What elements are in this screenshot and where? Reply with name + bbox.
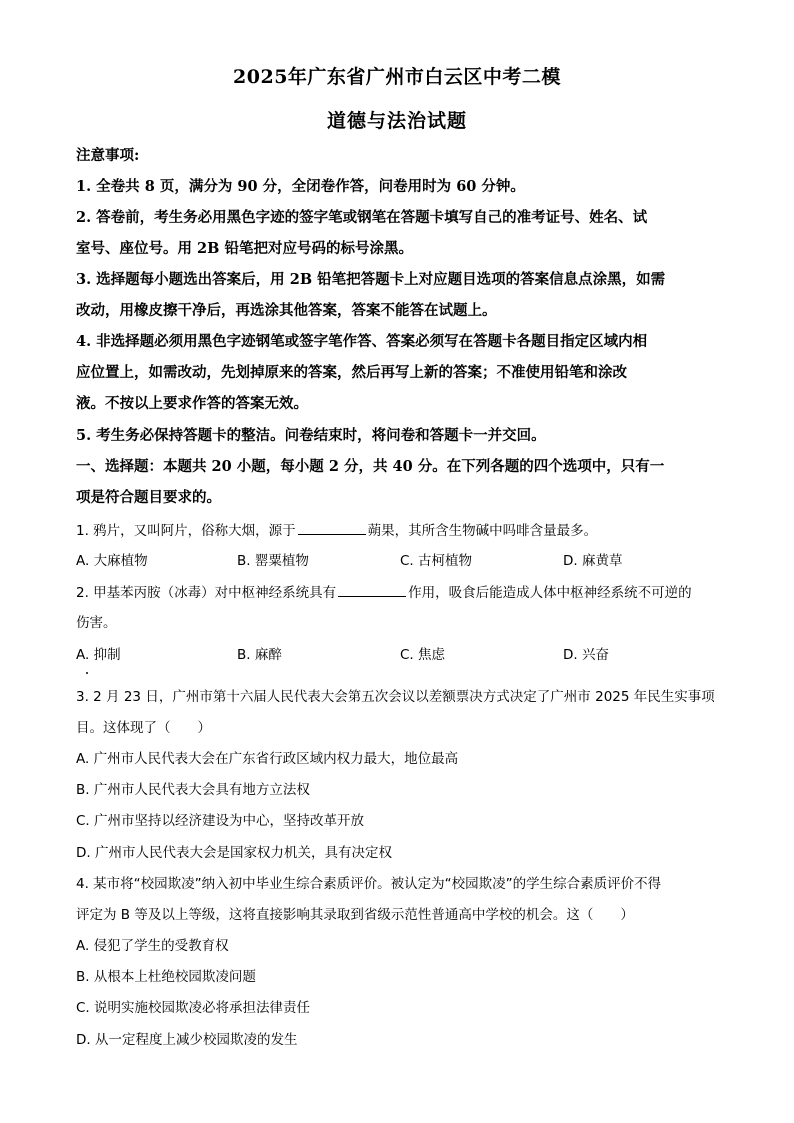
note-line: 3. 选择题每小题选出答案后，用 2B 铅笔把答题卡上对应题目选项的答案信息点涂黑，如需 xyxy=(76,271,666,288)
note-line: 应位置上，如需改动，先划掉原来的答案，然后再写上新的答案；不准使用铅笔和涂改 xyxy=(76,364,627,381)
section-heading: 项是符合题目要求的。 xyxy=(76,489,221,506)
notes-heading: 注意事项: xyxy=(76,147,140,164)
fill-in-blank xyxy=(298,520,366,535)
exam-subject: 道德与法治试题 xyxy=(326,110,467,132)
option-d: D. 广州市人民代表大会是国家权力机关，具有决定权 xyxy=(76,845,392,861)
question-1-text-before: 1. 鸦片，又叫阿片，俗称大烟，源于 xyxy=(76,523,296,539)
note-line: 1. 全卷共 8 页，满分为 90 分，全闭卷作答，问卷用时为 60 分钟。 xyxy=(76,178,525,195)
question-4-line: 4. 某市将“校园欺凌”纳入初中毕业生综合素质评价。被认定为“校园欺凌”的学生综合素质评价不得 xyxy=(76,876,662,892)
stray-dot xyxy=(86,672,88,674)
option-d: D. 麻黄草 xyxy=(563,553,623,569)
question-2-line-2: 伤害。 xyxy=(76,615,117,631)
option-a: A. 广州市人民代表大会在广东省行政区域内权力最大，地位最高 xyxy=(76,751,459,767)
option-c: C. 古柯植物 xyxy=(400,553,473,569)
option-b: B. 麻醉 xyxy=(237,647,282,663)
section-heading: 一、选择题：本题共 20 小题，每小题 2 分，共 40 分。在下列各题的四个选项中，只有一 xyxy=(76,458,665,475)
note-line: 5. 考生务必保持答题卡的整洁。问卷结束时，将问卷和答题卡一并交回。 xyxy=(76,427,546,444)
fill-in-blank xyxy=(338,582,406,597)
option-d: D. 从一定程度上减少校园欺凌的发生 xyxy=(76,1032,298,1048)
option-a: A. 抑制 xyxy=(76,647,121,663)
note-line: 2. 答卷前，考生务必用黑色字迹的签字笔或钢笔在答题卡填写自己的准考证号、姓名、试 xyxy=(76,209,648,226)
option-d: D. 兴奋 xyxy=(563,647,609,663)
option-c: C. 焦虑 xyxy=(400,647,446,663)
question-3-line: 目。这体现了（ ） xyxy=(76,720,211,736)
note-line: 4. 非选择题必须用黑色字迹钢笔或签字笔作答、答案必须写在答题卡各题目指定区域内相 xyxy=(76,333,648,350)
question-4-line: 评定为 B 等及以上等级，这将直接影响其录取到省级示范性普通高中学校的机会。这（ ） xyxy=(76,907,634,923)
option-b: B. 广州市人民代表大会具有地方立法权 xyxy=(76,782,310,798)
option-c: C. 说明实施校园欺凌必将承担法律责任 xyxy=(76,1000,311,1016)
note-line: 室号、座位号。用 2B 铅笔把对应号码的标号涂黑。 xyxy=(76,240,413,257)
option-a: A. 侵犯了学生的受教育权 xyxy=(76,938,229,954)
note-line: 液。不按以上要求作答的答案无效。 xyxy=(76,395,308,412)
question-1-text-after: 蒴果，其所含生物碱中吗啡含量最多。 xyxy=(367,523,598,539)
question-2-text-before: 2. 甲基苯丙胺（冰毒）对中枢神经系统具有 xyxy=(76,585,337,601)
question-2 xyxy=(76,582,692,603)
question-3-line: 3. 2 月 23 日，广州市第十六届人民代表大会第五次会议以差额票决方式决定了广州市 2025 年民生实事项 xyxy=(76,689,715,705)
note-line: 改动，用橡皮擦干净后，再选涂其他答案，答案不能答在试题上。 xyxy=(76,302,497,319)
question-1 xyxy=(76,520,597,541)
option-b: B. 从根本上杜绝校园欺凌问题 xyxy=(76,969,256,985)
exam-title: 2025年广东省广州市白云区中考二模 xyxy=(233,66,561,88)
question-2-text-after: 作用，吸食后能造成人体中枢神经系统不可逆的 xyxy=(408,585,692,601)
option-b: B. 罂粟植物 xyxy=(237,553,309,569)
option-a: A. 大麻植物 xyxy=(76,553,148,569)
option-c: C. 广州市坚持以经济建设为中心，坚持改革开放 xyxy=(76,813,365,829)
